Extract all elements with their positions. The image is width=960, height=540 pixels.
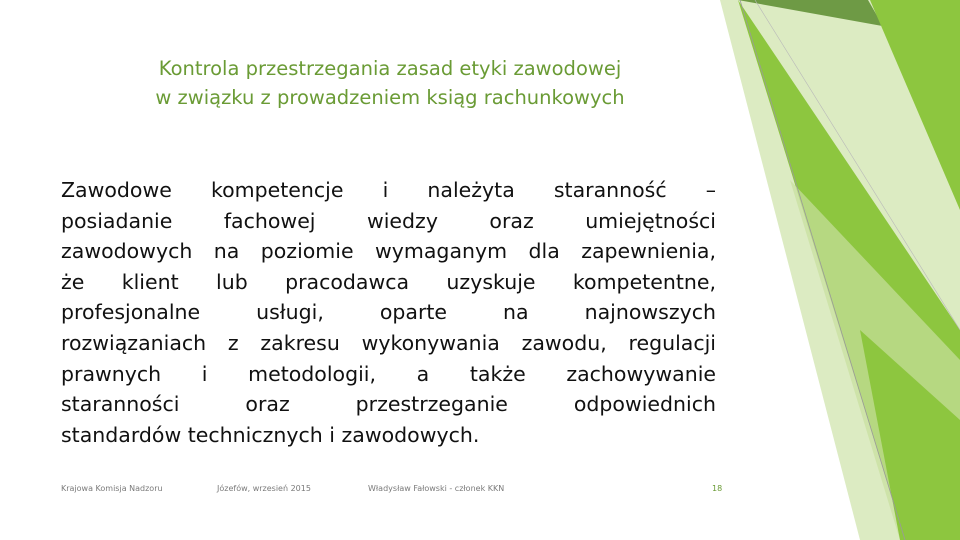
paragraph-line: że klient lub pracodawca uzyskuje kompetentne,	[61, 269, 716, 294]
paragraph-line: standardów technicznych i zawodowych.	[61, 422, 480, 447]
slide-title	[80, 54, 700, 112]
paragraph-line: zawodowych na poziomie wymaganym dla zapewnienia,	[61, 239, 716, 264]
paragraph-line: prawnych i metodologii, a także zachowywanie	[61, 361, 716, 386]
paragraph-line: staranności oraz przestrzeganie odpowiednich	[61, 392, 716, 417]
footer-author: Władysław Fałowski - członek KKN	[368, 484, 505, 493]
title-line: w związku z prowadzeniem ksiąg rachunkowych	[155, 86, 625, 109]
paragraph-line: rozwiązaniach z zakresu wykonywania zawodu, regulacji	[61, 330, 716, 355]
body-paragraph	[61, 175, 716, 450]
page-number: 18	[712, 484, 723, 493]
footer-place-date: Józefów, wrzesień 2015	[217, 484, 311, 493]
footer-organization: Krajowa Komisja Nadzoru	[61, 484, 163, 493]
paragraph-line: profesjonalne usługi, oparte na najnowszych	[61, 300, 716, 325]
title-line: Kontrola przestrzegania zasad etyki zawodowej	[158, 57, 622, 80]
paragraph-line: posiadanie fachowej wiedzy oraz umiejętności	[61, 208, 716, 233]
paragraph-line: Zawodowe kompetencje i należyta staranność –	[61, 178, 716, 202]
